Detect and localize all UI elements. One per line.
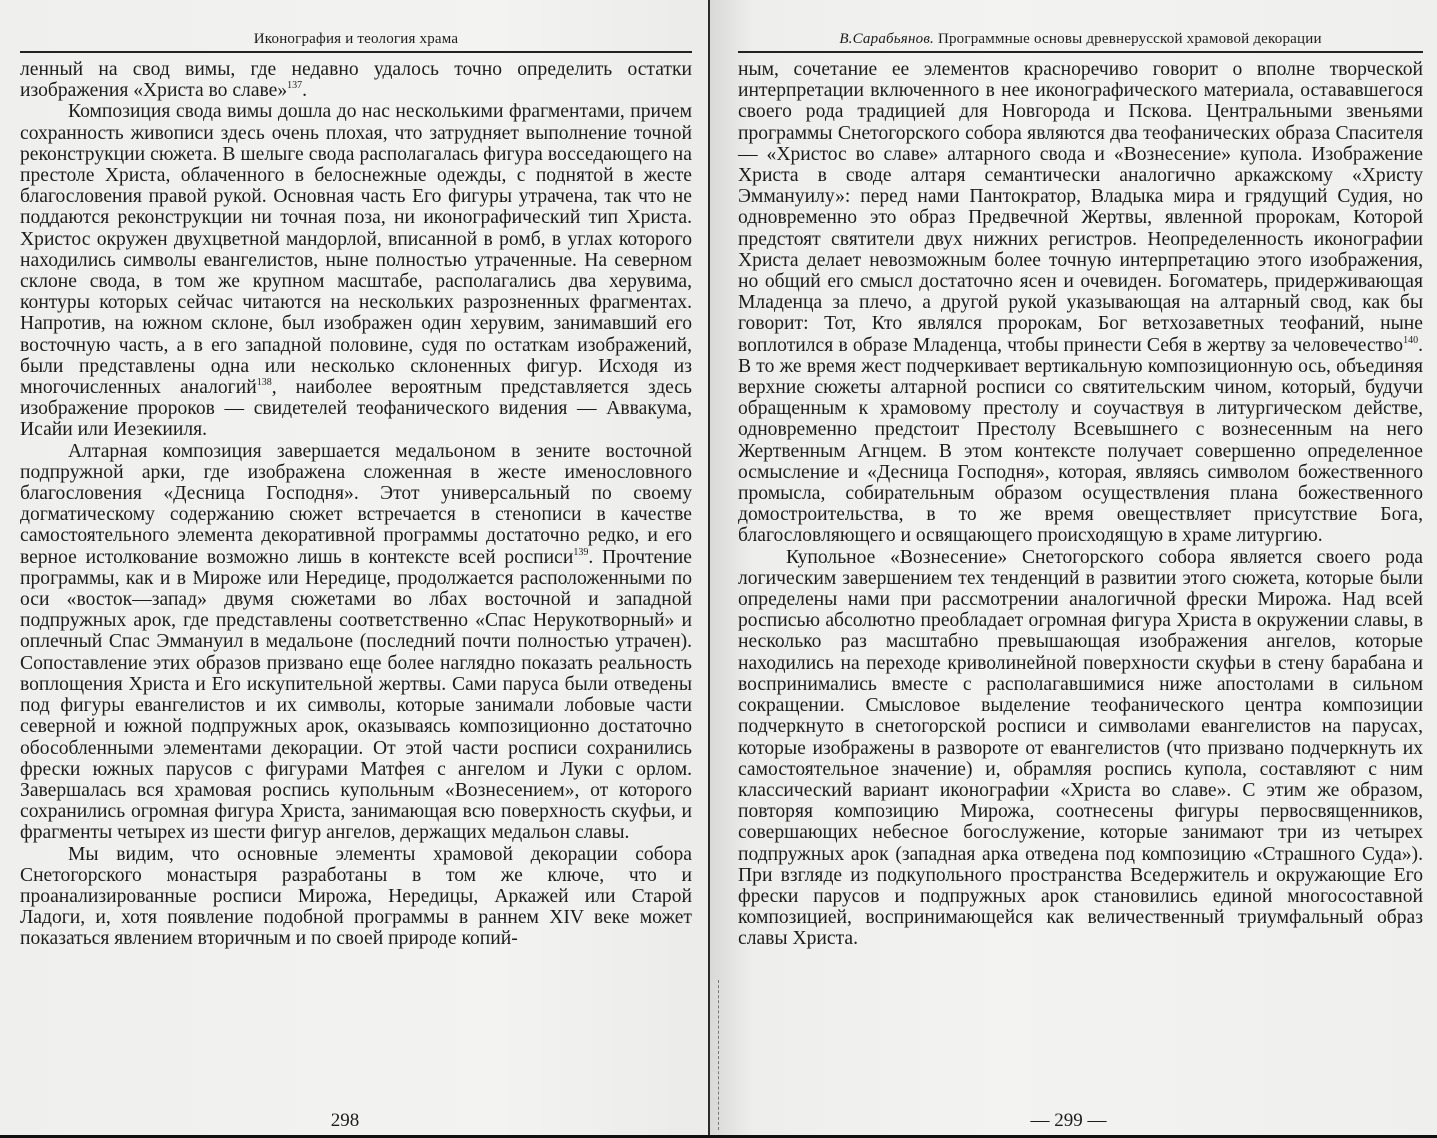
footnote-ref[interactable]: 140 [1403,334,1419,346]
right-page [710,0,1437,1138]
running-head-author: В.Сарабьянов. [839,31,934,47]
paragraph-text: Композиция свода вимы дошла до нас несколькими фрагментами, причем сохранность живописи здесь очень плохая, что затрудняет выполнение точной реконструкции сюжета. В шелыге свода располагалась фигура восседающего на престоле Христа, облаченного в белоснежные одежды, с поднятой в жесте благословения правой рукой. Основная часть Его фигуры утрачена, так что не поддаются реконструкции ни точная поза, ни иконографический тип Христа. Христос окружен двухцветной мандорлой, вписанной в ромб, в углах которого находились символы евангелистов, ныне полностью утраченные. На северном склоне свода, в том же крупном масштабе, располагались два херувима, контуры которых сейчас читаются на нескольких разрозненных фрагментах. Напротив, на южном склоне, был изображен один херувим, занимавший его восточную часть, а в его западной половине, судя по остаткам изображений, были представлены одна или несколько склоненных фигур. Исходя из многочисленных аналогий [20,101,692,399]
paragraph [20,59,692,101]
paragraph [738,59,1423,547]
paragraph [20,844,692,950]
running-head-left [20,30,692,53]
page-gutter-divider [708,0,710,1138]
running-head-right [738,30,1423,53]
paragraph-text: . Прочтение программы, как и в Мироже или Нередице, продолжается расположенными по оси «восток—запад» двумя сюжетами во лбах восточной и западной подпружных арок, где представлены соответственно «Спас Нерукотворный» и оплечный Спас Эммануил в медальоне (последний почти полностью утрачен). Сопоставление этих образов призвано еще более наглядно показать реальность воплощения Христа и Его искупительной жертвы. Сами паруса были отведены под фигуры евангелистов и их символы, которые занимали лобовые части северной и южной подпружных арок, оказываясь композиционно достаточно обособленными элементами декорации. От этой части росписи сохранились фрески южных парусов с фигурами Матфея с ангелом и Луки с орлом. Завершалась вся храмовая роспись купольным «Вознесением», от которого сохранились огромная фигура Христа, занимающая всю поверхность скуфьи, и фрагменты четырех из шести фигур ангелов, держащих медальон славы. [20,546,692,844]
page-number-right: — 299 — [1030,1110,1107,1131]
paragraph-text: Купольное «Вознесение» Снетогорского собора является своего рода логическим завершением тех тенденций в развитии этого сюжета, которые были определены нами при рассмотрении аналогичной фрески Мирожа. Над всей росписью абсолютно преобладает огромная фигура Христа в окружении славы, в несколько раз масштабно превышающая изображения ангелов, которые находились на переходе криволинейной поверхности скуфьи в стену барабана и воспринимались вместе с располагавшимися ниже апостолами в сильном сокращении. Смысловое выделение теофанического центра композиции подчеркнуто в снетогорской росписи и символами евангелистов на парусах, которые изображены в развороте от евангелистов (что призвано подчеркнуть их самостоятельное значение) и, обрамляя роспись купола, составляют с ним классический вариант иконографии «Христа во славе». С этим же образом, повторяя композицию Мирожа, соотнесены фигуры первосвященников, совершающих небесное богослужение, которые занимают три из четырех подпружных арок (западная арка отведена под композицию «Страшного Суда»). При взгляде из подкупольного пространства Вседержитель и окружающие Его фрески парусов и подпружных арок становились единой многосоставной композицией, воспринимающейся как величественный триумфальный образ славы Христа. [738,546,1423,950]
body-text [738,59,1423,950]
paragraph [20,101,692,440]
footnote-ref[interactable]: 137 [287,80,303,92]
running-head-title: Программные основы древнерусской храмовой декорации [937,31,1322,47]
paragraph-text: , наиболее вероятным представляется здесь изображение пророков — свидетелей теофанического видения — Аввакума, Исайи или Иезекииля. [20,377,692,441]
page-number-left: 298 [330,1110,360,1131]
paragraph [20,441,692,844]
paragraph-text: Алтарная композиция завершается медальоном в зените восточной подпружной арки, где изображена сложенная в жесте именословного благословения «Десница Господня». Этот универсальный по своему догматическому содержанию сюжет встречается в стенописи в качестве самостоятельного элемента декоративной программы достаточно редко, и его верное истолкование возможно лишь в контексте всей росписи [20,440,692,568]
paragraph [738,547,1423,950]
paragraph-text: . В то же время жест подчеркивает вертикальную композиционную ось, объединяя верхние сюжеты алтарной росписи со святительским чином, который, будучи обращенным к храмовому престолу и соучаствуя в литургическом действе, одновременно предстоит Престолу Всевышнего с вознесенным на него Жертвенным Агнцем. В этом контексте получает совершенно определенное осмысление и «Десница Господня», которая, являясь символом божественного промысла, собирательным образом осуществления плана божественного домостроительства, в то же время овеществляет присутствие Бога, благословляющего и освящающего происходящую в храме литургию. [738,334,1423,547]
gutter-shadow-line [718,980,720,1130]
paragraph-text: ленный на свод вимы, где недавно удалось точно определить остатки изображения «Христа во славе» [20,59,692,102]
footnote-ref[interactable]: 138 [256,377,272,389]
paragraph-text: ным, сочетание ее элементов красноречиво говорит о вполне творческой интерпретации включенного в нее иконографического материала, остававшегося своего рода традицией для Новгорода и Пскова. Центральными звеньями программы Снетогорского собора являются два теофанических образа Спасителя — «Христос во славе» алтарного свода и «Вознесение» купола. Изображение Христа в своде алтаря семантически аналогично аркажскому «Христу Эммануилу»: перед нами Пантократор, Владыка мира и грядущий Судия, но одновременно это образ Предвечной Жертвы, явленной пророкам, Которой предстоят святители двух нижних регистров. Неопределенность иконографии Христа делает невозможным более точную интерпретацию этого изображения, но общий его смысл достаточно ясен и очевиден. Богоматерь, придерживающая Младенца за плечо, а другой рукой указывающая на алтарный свод, как бы говорит: Тот, Кто являлся пророкам, Бог ветхозаветных теофаний, ныне воплотился в образе Младенца, чтобы принести Себя в жертву за человечество [738,59,1423,356]
left-page [0,0,710,1138]
paragraph-text: Мы видим, что основные элементы храмовой декорации собора Снетогорского монастыря разработаны в том же ключе, что и проанализированные росписи Мирожа, Нередицы, Аркажей или Старой Ладоги, и, хотя появление подобной программы в раннем XIV веке может показаться явлением вторичным и по своей природе копий- [20,843,692,950]
paragraph-text: . [302,80,308,102]
body-text [20,59,692,950]
running-head-title: Иконография и теология храма [253,31,459,47]
footnote-ref[interactable]: 139 [573,546,589,558]
